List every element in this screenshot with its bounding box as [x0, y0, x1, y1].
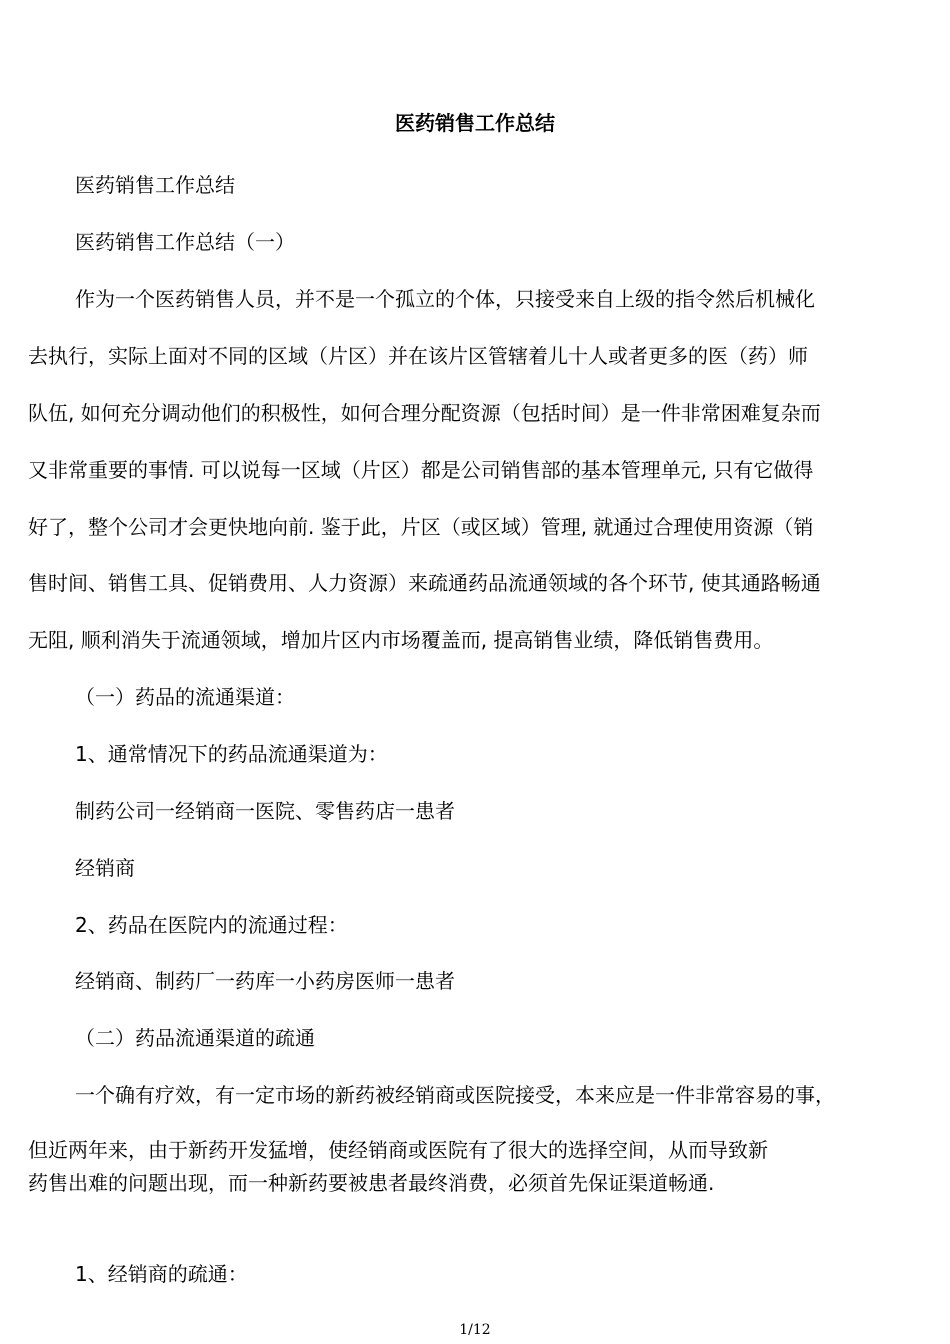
intro-line: 队伍, 如何充分调动他们的积极性，如何合理分配资源（包括时间）是一件非常困难复杂而	[28, 401, 821, 425]
intro-line: 无阻, 顺利消失于流通领域，增加片区内市场覆盖而, 提高销售业绩，降低销售费用。	[28, 628, 774, 652]
list-item-label: 2、药品在医院内的流通过程：	[75, 913, 348, 937]
subsection-heading-1: （一）药品的流通渠道：	[75, 685, 295, 709]
paragraph-line: 药售出难的问题出现，而一种新药要被患者最终消费，必须首先保证渠道畅通.	[28, 1171, 715, 1195]
section-heading: 医药销售工作总结（一）	[75, 230, 295, 254]
intro-line: 去执行，实际上面对不同的区域（片区）并在该片区管辖着儿十人或者更多的医（药）师	[28, 344, 808, 368]
list-item-label: 1、通常情况下的药品流通渠道为：	[75, 742, 388, 766]
subsection-heading-2: （二）药品流通渠道的疏通	[75, 1026, 315, 1050]
intro-line: 作为一个医药销售人员，并不是一个孤立的个体，只接受来自上级的指令然后机械化	[75, 287, 815, 311]
channel-flow: 制药公司一经销商一医院、零售药店一患者	[75, 799, 455, 823]
intro-line: 好了，整个公司才会更快地向前. 鉴于此，片区（或区域）管理, 就通过合理使用资源（销	[28, 515, 814, 539]
channel-note: 经销商	[75, 856, 135, 880]
list-item-label: 1、经销商的疏通：	[75, 1262, 248, 1286]
document-title: 医药销售工作总结	[395, 111, 555, 135]
hospital-flow: 经销商、制药厂一药库一小药房医师一患者	[75, 969, 455, 993]
intro-line: 售时间、销售工具、促销费用、人力资源）来疏通药品流通领域的各个环节, 使其通路畅通	[28, 571, 821, 595]
paragraph-line: 一个确有疗效，有一定市场的新药被经销商或医院接受，本来应是一件非常容易的事，	[75, 1083, 835, 1107]
heading-repeat: 医药销售工作总结	[75, 173, 235, 197]
page-number: 1/12	[459, 1322, 491, 1338]
paragraph-line: 但近两年来，由于新药开发猛增，使经销商或医院有了很大的选择空间，从而导致新	[28, 1138, 768, 1162]
intro-line: 又非常重要的事情. 可以说每一区域（片区）都是公司销售部的基本管理单元, 只有它做得	[28, 458, 814, 482]
